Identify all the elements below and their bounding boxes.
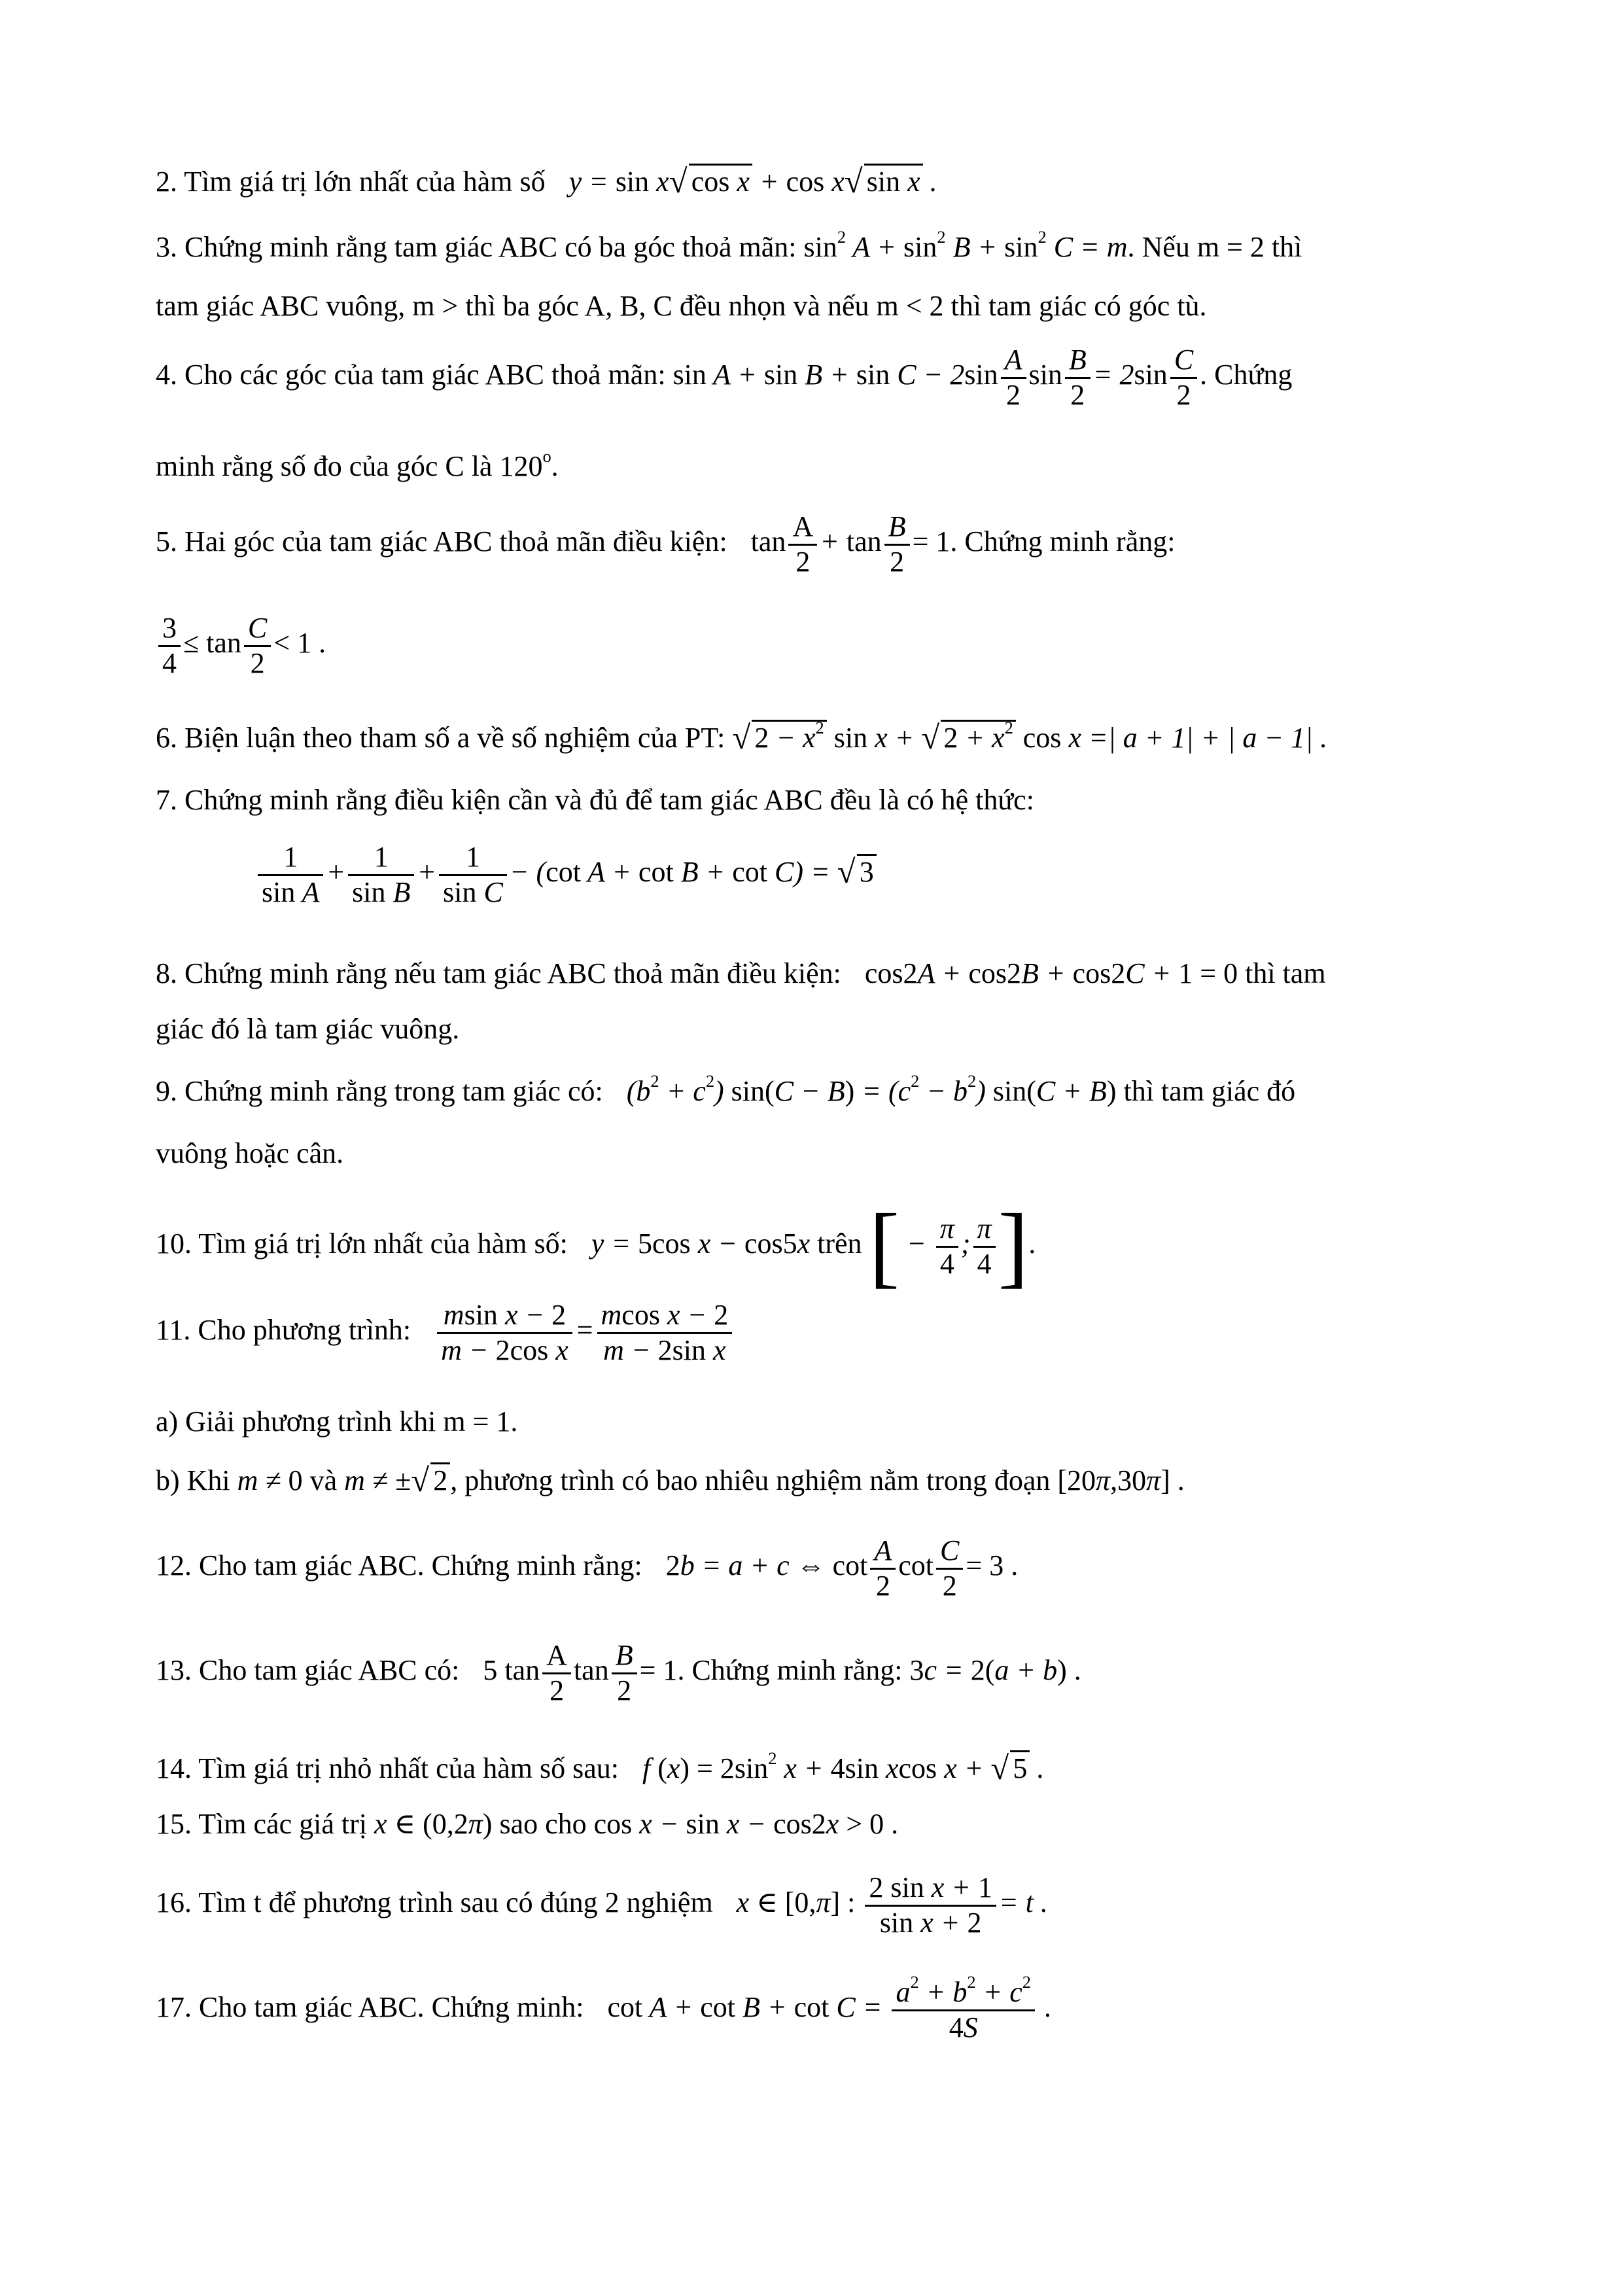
problem-4-line-1 <box>156 344 1463 412</box>
problem-8-line-2 <box>156 1011 1463 1047</box>
problem-13 <box>156 1639 1463 1707</box>
problem-10-formula: y = 5cos x − cos5x <box>591 1227 811 1260</box>
problem-6 <box>156 717 1463 756</box>
problem-3-line-1 <box>156 226 1463 265</box>
problem-11-text-c2: và <box>309 1464 338 1496</box>
degree-sign: o <box>542 446 551 466</box>
problem-9-line-2 <box>156 1135 1463 1171</box>
problem-7-text: 7. Chứng minh rằng điều kiện cần và đủ để tam giác ABC đều là có hệ thức: <box>156 784 1034 816</box>
problem-5-line-2 <box>156 612 1463 680</box>
problem-10 <box>156 1195 1463 1297</box>
problem-16-text: 16. Tìm t để phương trình sau có đúng 2 nghiệm <box>156 1886 713 1919</box>
problem-3-formula: $\sin^2 A + \sin^2 B + \sin^2 C = m$ <box>803 226 1128 263</box>
problem-5-formula: tan $\frac{A}{2}$ + tan $\frac{B}{2}$ = 1 <box>750 510 951 578</box>
problem-17-text: 17. Cho tam giác ABC. Chứng minh: <box>156 1991 584 2024</box>
problem-5-text-b: . Chứng minh rằng: <box>950 525 1176 558</box>
problem-9-line-1 <box>156 1070 1463 1109</box>
problem-8-text-c: giác đó là tam giác vuông. <box>156 1013 460 1045</box>
problem-3-line-2 <box>156 288 1463 324</box>
problem-12 <box>156 1534 1463 1602</box>
problem-9-formula: $(b^2 + c^2) \sin(C - B) = (c^2 - b^2) \sin(C + B)$ <box>626 1070 1117 1107</box>
problem-3-text-b: . Nếu m = 2 thì <box>1127 231 1302 263</box>
problem-7-line-1 <box>156 782 1463 818</box>
problem-5-line-1 <box>156 510 1463 578</box>
problem-6-text: 6. Biện luận theo tham số a về số nghiệm của PT: <box>156 722 725 754</box>
problem-4-text: 4. Cho các góc của tam giác ABC thoả mãn: <box>156 359 666 391</box>
problem-17 <box>156 1971 1463 2044</box>
problem-7-formula: $\frac{1}{\text{sin A}}$ + $\frac{1}{\text{sin B}}$ + $\frac{1}{\text{sin C}}$ − (cot A + cot B + cot C) = √ 3 <box>255 841 1463 909</box>
problem-13-text: 13. Cho tam giác ABC có: <box>156 1654 460 1687</box>
problem-11-line-3: b) Khi m ≠ 0 và m ≠ ±√ 2, phương trình có bao nhiêu nghiệm nằm trong đoạn [20π,30π] . <box>156 1462 1463 1498</box>
problem-13-formula-b: 3c = 2(a + b) . <box>909 1654 1081 1687</box>
problem-10-text: 10. Tìm giá trị lớn nhất của hàm số: <box>156 1227 568 1260</box>
problem-13-text-b: . Chứng minh rằng: <box>677 1654 903 1687</box>
problem-9-text: 9. Chứng minh rằng trong tam giác có: <box>156 1075 603 1107</box>
problem-4-text-c: minh rằng số đo của góc C là 120 <box>156 450 543 482</box>
problem-11-text-c3: , phương trình có bao nhiêu nghiệm nằm trong đoạn <box>450 1464 1051 1496</box>
problem-4-text-b: . Chứng <box>1200 359 1293 391</box>
problem-12-formula: 2b = a + c ⇔ cot $\frac{A}{2}$ cot $\frac{C}{2}$ = 3 . <box>665 1534 1019 1602</box>
problem-10-text-b: trên <box>817 1227 862 1260</box>
problem-9-text-c: vuông hoặc cân. <box>156 1137 344 1169</box>
problem-13-formula: 5 tan $\frac{A}{2}$ tan $\frac{B}{2}$ = 1 <box>483 1639 678 1706</box>
problem-14-formula: f $(x) = 2\sin^2$ x + 4sin xcos x + √ 5 . <box>642 1752 1044 1784</box>
problem-5-text: 5. Hai góc của tam giác ABC thoả mãn điều kiện: <box>156 525 727 558</box>
problem-9-text-b: thì tam giác đó <box>1123 1075 1296 1107</box>
problem-14-text: 14. Tìm giá trị nhỏ nhất của hàm số sau: <box>156 1752 619 1784</box>
problem-16-formula: x ∈ [0,π] : $\frac{\text{2 sin x + 1}}{\text{sin x + 2}}$ = t . <box>736 1871 1048 1939</box>
problem-15: 15. Tìm các giá trị x ∈ (0,2π) sao cho cos x − sin x − cos2x > 0 . <box>156 1808 899 1840</box>
problem-2-formula: y = sin x√ cos x + cos x√ sin x . <box>569 166 937 198</box>
problem-5-inequality: $\frac{3}{4}$ ≤ tan $\frac{C}{2}$ < 1 . <box>156 627 326 659</box>
problem-15-text-b: sao cho <box>499 1808 587 1840</box>
problem-6-formula: √ $2 - x^2$ sin x + √ $2 + x^2$ cos x =| a + 1| + | a − 1| . <box>732 722 1327 754</box>
problem-3-text-c: tam giác ABC vuông, m > thì ba góc A, B, C đều nhọn và nếu m < 2 thì tam giác có góc tù. <box>156 290 1207 322</box>
problem-11-text-c1: b) Khi <box>156 1464 230 1496</box>
problem-11-line-1 <box>156 1299 1463 1367</box>
problem-4-line-2: minh rằng số đo của góc C là 120$^o$. <box>156 446 559 482</box>
problem-17-formula: cot A + cot B + cot C = $\frac{a^2 + b^2 + c^2}{4S}$ . <box>607 1971 1052 2043</box>
problem-14 <box>156 1750 1463 1786</box>
problem-4-formula: sin A + sin B + sin C − 2sin $\frac{A}{2}$ sin $\frac{B}{2}$ = 2sin $\frac{C}{2}$ <box>673 359 1200 391</box>
problem-8-text-b: thì tam <box>1245 957 1326 989</box>
problem-11-line-2 <box>156 1404 1463 1439</box>
problem-8-formula: cos2A + cos2B + cos2C + 1 = 0 <box>864 957 1238 989</box>
problem-11-text-b: a) Giải phương trình khi m = 1. <box>156 1405 518 1438</box>
problem-16 <box>156 1871 1463 1939</box>
problem-15-text: 15. Tìm các giá trị <box>156 1808 367 1840</box>
problem-10-interval: [ − $\frac{\pi}{4}$ ; $\frac{\pi}{4}$ ]. <box>869 1195 1036 1297</box>
problem-8-line-1 <box>156 955 1463 991</box>
problem-11-formula: $\frac{\text{msin x − 2}}{\text{m − 2cos x}}$ = $\frac{\text{mcos x − 2}}{\text{m − 2sin x}}$ <box>434 1314 735 1346</box>
problem-2-text: 2. Tìm giá trị lớn nhất của hàm số <box>156 166 546 198</box>
problem-12-text: 12. Cho tam giác ABC. Chứng minh rằng: <box>156 1549 642 1582</box>
problem-8-text: 8. Chứng minh rằng nếu tam giác ABC thoả mãn điều kiện: <box>156 957 841 989</box>
problem-11-text: 11. Cho phương trình: <box>156 1314 411 1347</box>
problem-2 <box>156 164 1463 200</box>
problem-3-text: 3. Chứng minh rằng tam giác ABC có ba góc thoả mãn: <box>156 231 797 263</box>
